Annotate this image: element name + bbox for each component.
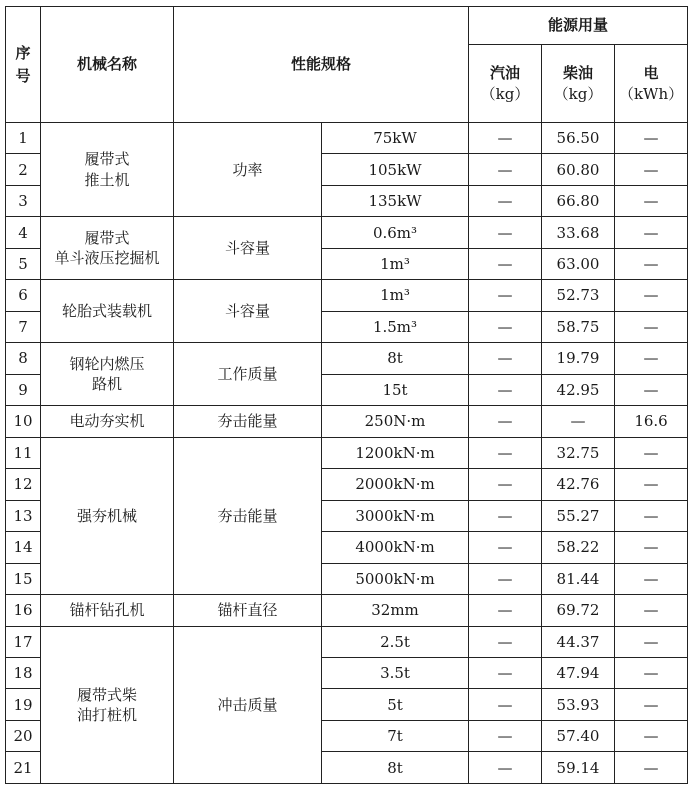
row-no: 15	[6, 563, 41, 594]
spec-value: 5000kN·m	[322, 563, 469, 594]
row-no: 8	[6, 343, 41, 374]
machine-name	[41, 437, 174, 594]
diesel-value: 52.73	[542, 280, 615, 311]
machine-name-line2: 路机	[91, 375, 122, 394]
diesel-value: 60.80	[542, 154, 615, 185]
spec-value: 105kW	[322, 154, 469, 185]
header-no-label: 序号	[15, 44, 31, 85]
diesel-value: 42.76	[542, 469, 615, 500]
machine-name-line2: 推土机	[84, 170, 130, 189]
row-no: 17	[6, 626, 41, 657]
spec-label: 夯击能量	[174, 406, 322, 437]
table-row	[6, 437, 688, 468]
spec-label: 斗容量	[174, 280, 322, 343]
machine-name-line1: 电动夯实机	[69, 412, 145, 431]
diesel-value: 19.79	[542, 343, 615, 374]
electric-value: 16.6	[615, 406, 688, 437]
gasoline-value: —	[469, 248, 542, 279]
electric-value: —	[615, 595, 688, 626]
row-no: 20	[6, 720, 41, 751]
spec-label: 功率	[174, 123, 322, 217]
gasoline-value: —	[469, 532, 542, 563]
row-no: 14	[6, 532, 41, 563]
header-electric-label: 电	[643, 64, 659, 83]
gasoline-value: —	[469, 123, 542, 154]
header-no	[6, 7, 41, 123]
spec-value: 1m³	[322, 280, 469, 311]
electric-value: —	[615, 248, 688, 279]
header-electric	[615, 45, 688, 123]
table-row	[6, 406, 688, 437]
row-no: 16	[6, 595, 41, 626]
gasoline-value: —	[469, 469, 542, 500]
diesel-value: 56.50	[542, 123, 615, 154]
diesel-value: 42.95	[542, 374, 615, 405]
diesel-value: 66.80	[542, 185, 615, 216]
gasoline-value: —	[469, 343, 542, 374]
electric-value: —	[615, 154, 688, 185]
spec-value: 1.5m³	[322, 311, 469, 342]
machine-name-line2: 油打桩机	[76, 705, 137, 724]
row-no: 1	[6, 123, 41, 154]
electric-value: —	[615, 280, 688, 311]
spec-value: 0.6m³	[322, 217, 469, 248]
row-no: 13	[6, 500, 41, 531]
spec-value: 32mm	[322, 595, 469, 626]
gasoline-value: —	[469, 563, 542, 594]
header-energy: 能源用量	[469, 7, 688, 45]
diesel-value: 58.75	[542, 311, 615, 342]
electric-value: —	[615, 123, 688, 154]
diesel-value: 59.14	[542, 752, 615, 784]
header-gasoline-label: 汽油	[490, 64, 521, 83]
spec-value: 2.5t	[322, 626, 469, 657]
spec-value: 8t	[322, 343, 469, 374]
spec-value: 4000kN·m	[322, 532, 469, 563]
gasoline-value: —	[469, 280, 542, 311]
gasoline-value: —	[469, 657, 542, 688]
diesel-value: —	[542, 406, 615, 437]
diesel-value: 32.75	[542, 437, 615, 468]
row-no: 6	[6, 280, 41, 311]
gasoline-value: —	[469, 311, 542, 342]
gasoline-value: —	[469, 185, 542, 216]
diesel-value: 69.72	[542, 595, 615, 626]
energy-usage-table	[5, 6, 688, 784]
diesel-value: 57.40	[542, 720, 615, 751]
spec-label: 冲击质量	[174, 626, 322, 784]
machine-name-line1: 锚杆钻孔机	[69, 601, 145, 620]
table-row	[6, 280, 688, 311]
gasoline-value: —	[469, 374, 542, 405]
electric-value: —	[615, 626, 688, 657]
diesel-value: 53.93	[542, 689, 615, 720]
gasoline-value: —	[469, 437, 542, 468]
spec-value: 8t	[322, 752, 469, 784]
header-diesel	[542, 45, 615, 123]
header-electric-unit: （kWh）	[618, 84, 684, 103]
spec-label: 工作质量	[174, 343, 322, 406]
electric-value: —	[615, 500, 688, 531]
spec-value: 3.5t	[322, 657, 469, 688]
gasoline-value: —	[469, 720, 542, 751]
electric-value: —	[615, 374, 688, 405]
row-no: 10	[6, 406, 41, 437]
row-no: 9	[6, 374, 41, 405]
electric-value: —	[615, 563, 688, 594]
machine-name	[41, 280, 174, 343]
machine-name	[41, 406, 174, 437]
table-row	[6, 595, 688, 626]
gasoline-value: —	[469, 689, 542, 720]
electric-value: —	[615, 185, 688, 216]
row-no: 11	[6, 437, 41, 468]
spec-value: 135kW	[322, 185, 469, 216]
diesel-value: 58.22	[542, 532, 615, 563]
table-row	[6, 626, 688, 657]
electric-value: —	[615, 437, 688, 468]
gasoline-value: —	[469, 406, 542, 437]
gasoline-value: —	[469, 500, 542, 531]
table-row	[6, 123, 688, 154]
spec-value: 5t	[322, 689, 469, 720]
electric-value: —	[615, 311, 688, 342]
header-gasoline-unit: （kg）	[480, 84, 530, 103]
header-gasoline	[469, 45, 542, 123]
electric-value: —	[615, 752, 688, 784]
gasoline-value: —	[469, 217, 542, 248]
diesel-value: 55.27	[542, 500, 615, 531]
row-no: 5	[6, 248, 41, 279]
spec-value: 1200kN·m	[322, 437, 469, 468]
electric-value: —	[615, 657, 688, 688]
machine-name	[41, 343, 174, 406]
machine-name-line1: 轮胎式装载机	[61, 302, 152, 321]
gasoline-value: —	[469, 626, 542, 657]
machine-name	[41, 217, 174, 280]
spec-value: 3000kN·m	[322, 500, 469, 531]
header-diesel-label: 柴油	[563, 64, 594, 83]
machine-name	[41, 595, 174, 626]
row-no: 2	[6, 154, 41, 185]
gasoline-value: —	[469, 752, 542, 784]
gasoline-value: —	[469, 154, 542, 185]
machine-name-line1: 履带式柴	[76, 685, 137, 704]
electric-value: —	[615, 343, 688, 374]
machine-name-line1: 履带式	[84, 150, 130, 169]
row-no: 12	[6, 469, 41, 500]
diesel-value: 33.68	[542, 217, 615, 248]
spec-label: 夯击能量	[174, 437, 322, 594]
diesel-value: 63.00	[542, 248, 615, 279]
table-row	[6, 217, 688, 248]
diesel-value: 81.44	[542, 563, 615, 594]
machine-name	[41, 626, 174, 784]
header-diesel-unit: （kg）	[553, 84, 603, 103]
machine-name	[41, 123, 174, 217]
spec-value: 7t	[322, 720, 469, 751]
row-no: 18	[6, 657, 41, 688]
spec-label: 锚杆直径	[174, 595, 322, 626]
spec-value: 250N·m	[322, 406, 469, 437]
spec-value: 1m³	[322, 248, 469, 279]
spec-label: 斗容量	[174, 217, 322, 280]
diesel-value: 44.37	[542, 626, 615, 657]
spec-value: 2000kN·m	[322, 469, 469, 500]
machine-name-line1: 强夯机械	[76, 506, 137, 525]
row-no: 21	[6, 752, 41, 784]
machine-name-line1: 钢轮内燃压	[69, 355, 145, 373]
machine-name-line2: 单斗液压挖掘机	[54, 249, 160, 268]
electric-value: —	[615, 689, 688, 720]
row-no: 4	[6, 217, 41, 248]
electric-value: —	[615, 720, 688, 751]
gasoline-value: —	[469, 595, 542, 626]
machine-name-line1: 履带式	[84, 229, 130, 248]
header-spec: 性能规格	[174, 7, 469, 123]
spec-value: 15t	[322, 374, 469, 405]
electric-value: —	[615, 532, 688, 563]
row-no: 7	[6, 311, 41, 342]
row-no: 3	[6, 185, 41, 216]
header-name: 机械名称	[41, 7, 174, 123]
electric-value: —	[615, 217, 688, 248]
row-no: 19	[6, 689, 41, 720]
table-row	[6, 343, 688, 374]
diesel-value: 47.94	[542, 657, 615, 688]
electric-value: —	[615, 469, 688, 500]
spec-value: 75kW	[322, 123, 469, 154]
